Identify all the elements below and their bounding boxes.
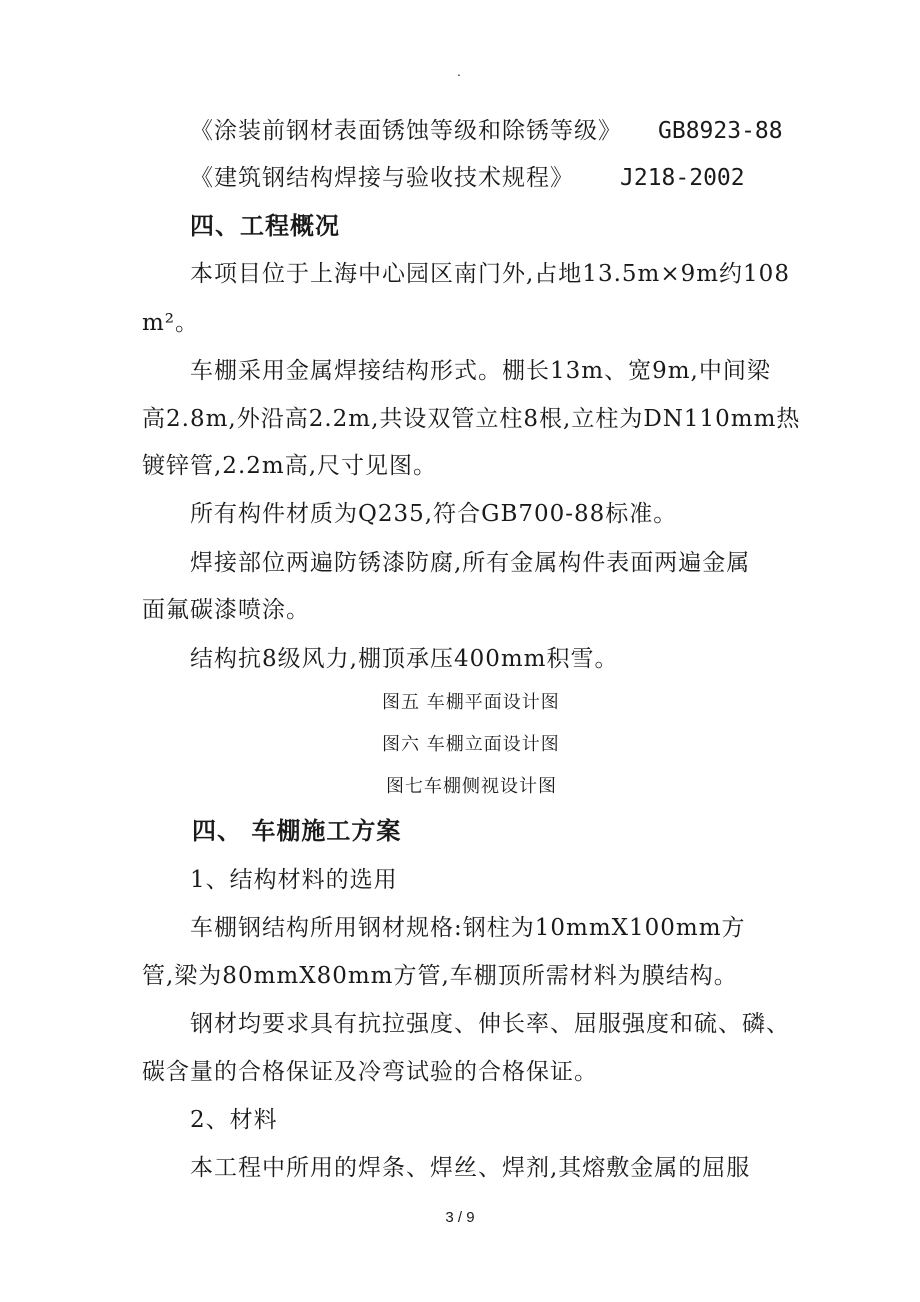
page-number: 3 / 9 <box>445 1209 475 1226</box>
figure-caption: 图六 车棚立面设计图 <box>382 734 560 755</box>
paragraph-line: 面氟碳漆喷涂。 <box>142 597 310 623</box>
paragraph-line: 管,梁为80mmX80mm方管,车棚顶所需材料为膜结构。 <box>142 963 738 989</box>
subsection-heading: 2、材料 <box>190 1107 278 1133</box>
section-heading-overview: 四、工程概况 <box>190 212 340 240</box>
paragraph-line: m²。 <box>142 310 200 336</box>
reference-title-1: 《涂装前钢材表面锈蚀等级和除锈等级》 <box>190 118 622 144</box>
paragraph-line: 结构抗8级风力,棚顶承压400mm积雪。 <box>190 646 619 672</box>
paragraph-line: 本项目位于上海中心园区南门外,占地13.5m×9m约108 <box>190 261 790 287</box>
paragraph-line: 高2.8m,外沿高2.2m,共设双管立柱8根,立柱为DN110mm热 <box>142 406 801 432</box>
paragraph-line: 碳含量的合格保证及冷弯试验的合格保证。 <box>142 1059 598 1085</box>
figure-caption: 图七车棚侧视设计图 <box>386 776 557 797</box>
figure-caption: 图五 车棚平面设计图 <box>382 692 560 713</box>
reference-code-1: GB8923-88 <box>658 118 783 144</box>
paragraph-line: 车棚钢结构所用钢材规格:钢柱为10mmX100mm方 <box>190 915 746 941</box>
reference-title-2: 《建筑钢结构焊接与验收技术规程》 <box>190 165 574 191</box>
section-heading-plan: 四、 车棚施工方案 <box>192 817 402 845</box>
header-mark: . <box>457 65 461 79</box>
paragraph-line: 本工程中所用的焊条、焊丝、焊剂,其熔敷金属的屈服 <box>190 1155 751 1181</box>
paragraph-line: 镀锌管,2.2m高,尺寸见图。 <box>142 453 438 479</box>
subsection-heading: 1、结构材料的选用 <box>190 867 398 893</box>
paragraph-line: 车棚采用金属焊接结构形式。棚长13m、宽9m,中间梁 <box>190 358 771 384</box>
paragraph-line: 焊接部位两遍防锈漆防腐,所有金属构件表面两遍金属 <box>190 550 751 576</box>
reference-code-2: J218-2002 <box>620 165 745 191</box>
paragraph-line: 钢材均要求具有抗拉强度、伸长率、屈服强度和硫、磷、 <box>190 1011 790 1037</box>
paragraph-line: 所有构件材质为Q235,符合GB700-88标准。 <box>190 501 678 527</box>
